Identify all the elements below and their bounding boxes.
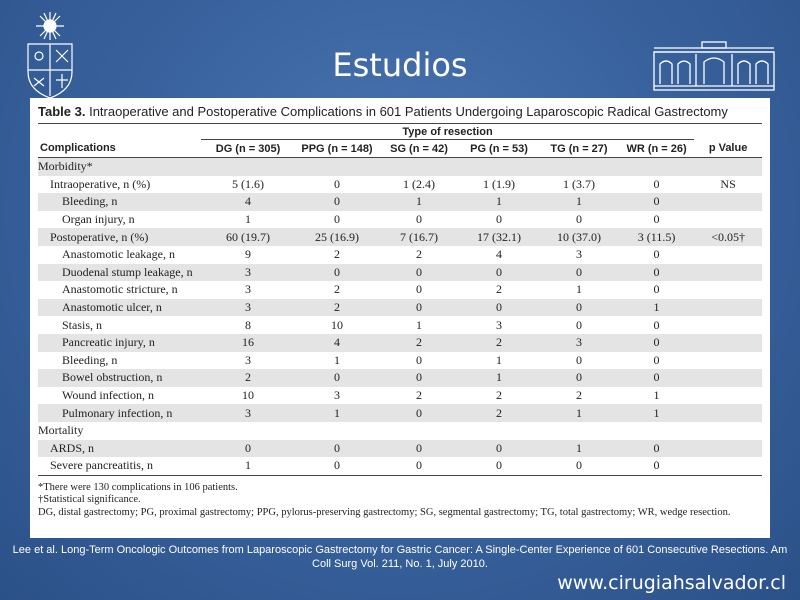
table-cell: 3 [576,247,582,262]
table-cell: 0 [539,299,619,317]
column-header-wr: WR (n = 26) [619,140,694,158]
table-cell: 8 [245,317,251,332]
citation [0,543,800,571]
table-cell [295,422,379,440]
table-cell: 1 [576,282,582,297]
table-cell: 0 [379,299,459,317]
footnote: *There were 130 complications in 106 patients. [38,481,238,493]
table-cell: 0 [619,440,694,458]
table-row [38,387,762,405]
table-caption-label: Table 3. [38,104,86,119]
table-cell [694,246,762,264]
table-cell: 2 [416,247,422,262]
table-cell [694,422,762,440]
citation-line: Coll Surg Vol. 211, No. 1, July 2010. [312,558,488,570]
table-cell: 3 [201,264,295,282]
row-label: Postoperative, n (%) [38,228,201,246]
row-label: Intraoperative, n (%) [50,176,151,191]
row-label: Anastomotic ulcer, n [38,299,201,317]
table-cell: 1 (1.9) [483,176,515,191]
table-cell: 4 [295,334,379,352]
table-cell: 1 [379,193,459,211]
table-footnotes [38,482,762,520]
column-header-row [38,140,762,158]
table-cell: 17 (32.1) [459,228,539,246]
table-cell: 0 [576,212,582,227]
table-cell [694,264,762,282]
table-cell: 0 [459,264,539,282]
table-caption [38,104,762,124]
table-cell [694,440,762,458]
slide-title: Estudios [332,46,468,84]
table-row [38,299,762,317]
table-row [38,352,762,370]
table-cell: 1 [653,388,660,403]
row-label: Duodenal stump leakage, n [38,264,201,282]
type-of-resection-header: Type of resection [201,124,694,140]
column-header-p-value: p Value [694,140,762,158]
table-cell: 0 [334,212,340,227]
table-cell: 0 [653,317,660,332]
table-cell: 2 [295,299,379,317]
table-cell: 4 [496,247,502,262]
table-row [38,334,762,352]
table-cell: 0 [334,176,340,191]
table-cell: 0 [653,352,660,367]
table-cell: 0 [539,264,619,282]
table-caption-text: Intraoperative and Postoperative Complications in 601 Patients Undergoing Laparoscopic Radical Gastrectomy [89,104,728,119]
table-cell: 1 [201,457,295,475]
table-cell: 0 [379,404,459,422]
table-cell: 0 [379,369,459,387]
table-cell: 3 [496,317,502,332]
table-cell: 3 [201,299,295,317]
table-cell: 0 [459,299,539,317]
table-cell [694,211,762,229]
table-cell [694,404,762,422]
table-cell: 3 [539,334,619,352]
table-cell: 4 [201,193,295,211]
table-cell [694,369,762,387]
column-header-sg: SG (n = 42) [379,140,459,158]
table-row [38,176,762,194]
row-label: Pulmonary infection, n [38,404,201,422]
table-row [38,228,762,246]
table-cell: 2 [576,388,582,403]
table-cell: 1 [459,193,539,211]
table-cell: 1 (2.4) [403,176,435,191]
table-cell: 0 [619,457,694,475]
table-cell: 1 [295,404,379,422]
table-cell: 2 [496,282,502,297]
row-label: Anastomotic stricture, n [62,282,178,297]
table-cell [539,422,619,440]
table-cell [694,316,762,334]
table-cell [459,158,539,176]
table-cell: 16 [201,334,295,352]
table-row [38,440,762,458]
table-cell: 0 [619,334,694,352]
table-cell: 2 [379,334,459,352]
table-cell: 0 [295,457,379,475]
table-cell: 1 [539,440,619,458]
table-cell: 3 [201,404,295,422]
table-cell: 0 [416,212,422,227]
row-label: Mortality [38,423,84,438]
table-row [38,211,762,229]
table-cell: 2 [201,369,295,387]
table-cell: 0 [379,440,459,458]
table-cell: 7 (16.7) [379,228,459,246]
table-cell: 0 [619,369,694,387]
table-cell [694,457,762,475]
table-cell: 1 (3.7) [563,176,595,191]
table-body [38,158,762,476]
footnote: †Statistical significance. [38,494,141,506]
table-cell: 0 [295,193,379,211]
table-cell: 3 [334,388,340,403]
table-cell: 5 (1.6) [232,176,264,191]
table-cell [539,158,619,176]
table-cell: 2 [334,247,340,262]
table-cell: 0 [653,282,660,297]
table-cell [694,193,762,211]
table-row [38,422,762,440]
table-row [38,369,762,387]
table-cell [694,387,762,405]
table-cell: 0 [576,317,582,332]
table-cell: 1 [416,317,422,332]
column-header-dg: DG (n = 305) [201,140,295,158]
table-cell: 0 [496,212,502,227]
complications-table [38,124,762,476]
row-label: Organ injury, n [62,212,135,227]
table-cell: 1 [245,212,251,227]
table-cell: 1 [459,369,539,387]
table-cell [379,158,459,176]
citation-line: Lee et al. Long-Term Oncologic Outcomes from Laparoscopic Gastrectomy for Gastric Cancer: A Single-Center Experience of 601 Consecutive Resections. Am [12,544,788,556]
row-label: Severe pancreatitis, n [38,457,201,475]
table-cell: 0 [379,264,459,282]
table-cell: 10 (37.0) [539,228,619,246]
table-cell: 10 [331,317,343,332]
row-label: Morbidity* [38,158,201,176]
table-cell [694,281,762,299]
row-label: Bleeding, n [38,193,201,211]
table-cell: 0 [201,440,295,458]
table-cell: 1 [539,193,619,211]
row-label: Bleeding, n [62,352,118,367]
table-cell: 0 [459,457,539,475]
table-row [38,404,762,422]
table-cell: 2 [459,334,539,352]
website-url: www.cirugiahsalvador.cl [557,572,786,594]
table-cell: 0 [539,369,619,387]
table-cell: 0 [416,352,422,367]
table-cell: 3 (11.5) [619,228,694,246]
table-cell [295,158,379,176]
table-cell: 2 [459,404,539,422]
table-cell: 9 [245,247,251,262]
type-of-resection-header-row [38,124,762,140]
table-cell: 25 (16.9) [295,228,379,246]
table-cell: 1 [539,404,619,422]
column-header-ppg: PPG (n = 148) [295,140,379,158]
table-cell: 2 [416,388,422,403]
table-cell: 0 [295,440,379,458]
table-cell: 0 [295,264,379,282]
table-cell: 1 [619,299,694,317]
table-cell: 0 [653,212,660,227]
table-cell [619,422,694,440]
table-cell: 0 [539,457,619,475]
row-label: Wound infection, n [62,388,155,403]
row-label: Anastomotic leakage, n [62,247,175,262]
row-label: Stasis, n [62,317,103,332]
table-cell: 3 [245,282,251,297]
table-cell: 3 [245,352,251,367]
table-cell [694,334,762,352]
table-cell: 0 [379,457,459,475]
table-cell: 0 [619,193,694,211]
table-cell [459,422,539,440]
table-row [38,158,762,176]
table-cell: NS [720,176,736,191]
table-cell: 1 [619,404,694,422]
table-row [38,193,762,211]
table-cell: 0 [653,176,660,191]
table-cell: 0 [295,369,379,387]
table-cell [694,158,762,176]
table-cell [694,352,762,370]
table-row [38,316,762,334]
table-cell [619,158,694,176]
table-cell: 0 [653,247,660,262]
row-label: Pancreatic injury, n [38,334,201,352]
table-row [38,246,762,264]
table-cell: 0 [576,352,582,367]
table-cell: 0 [416,282,422,297]
table-cell [201,422,295,440]
row-label: ARDS, n [38,440,201,458]
table-row [38,281,762,299]
table-cell: 1 [496,352,502,367]
column-header-pg: PG (n = 53) [459,140,539,158]
table-cell: 0 [459,440,539,458]
table-cell: 2 [496,388,502,403]
table-cell: 1 [334,352,340,367]
table-cell: 0 [619,264,694,282]
table-cell: <0.05† [694,228,762,246]
row-label: Bowel obstruction, n [38,369,201,387]
table-cell [379,422,459,440]
complications-table-panel [30,98,770,538]
column-header-complications: Complications [38,140,201,158]
table-cell: 60 (19.7) [201,228,295,246]
table-row [38,264,762,282]
table-cell [201,158,295,176]
column-header-tg: TG (n = 27) [539,140,619,158]
table-cell: 10 [242,388,254,403]
footnote: DG, distal gastrectomy; PG, proximal gastrectomy; PPG, pylorus-preserving gastrectomy; SG, segmental gastrectomy; TG, total gastrectomy; WR, wedge resection. [38,506,731,518]
table-row [38,457,762,475]
table-cell [694,299,762,317]
table-cell: 2 [334,282,340,297]
